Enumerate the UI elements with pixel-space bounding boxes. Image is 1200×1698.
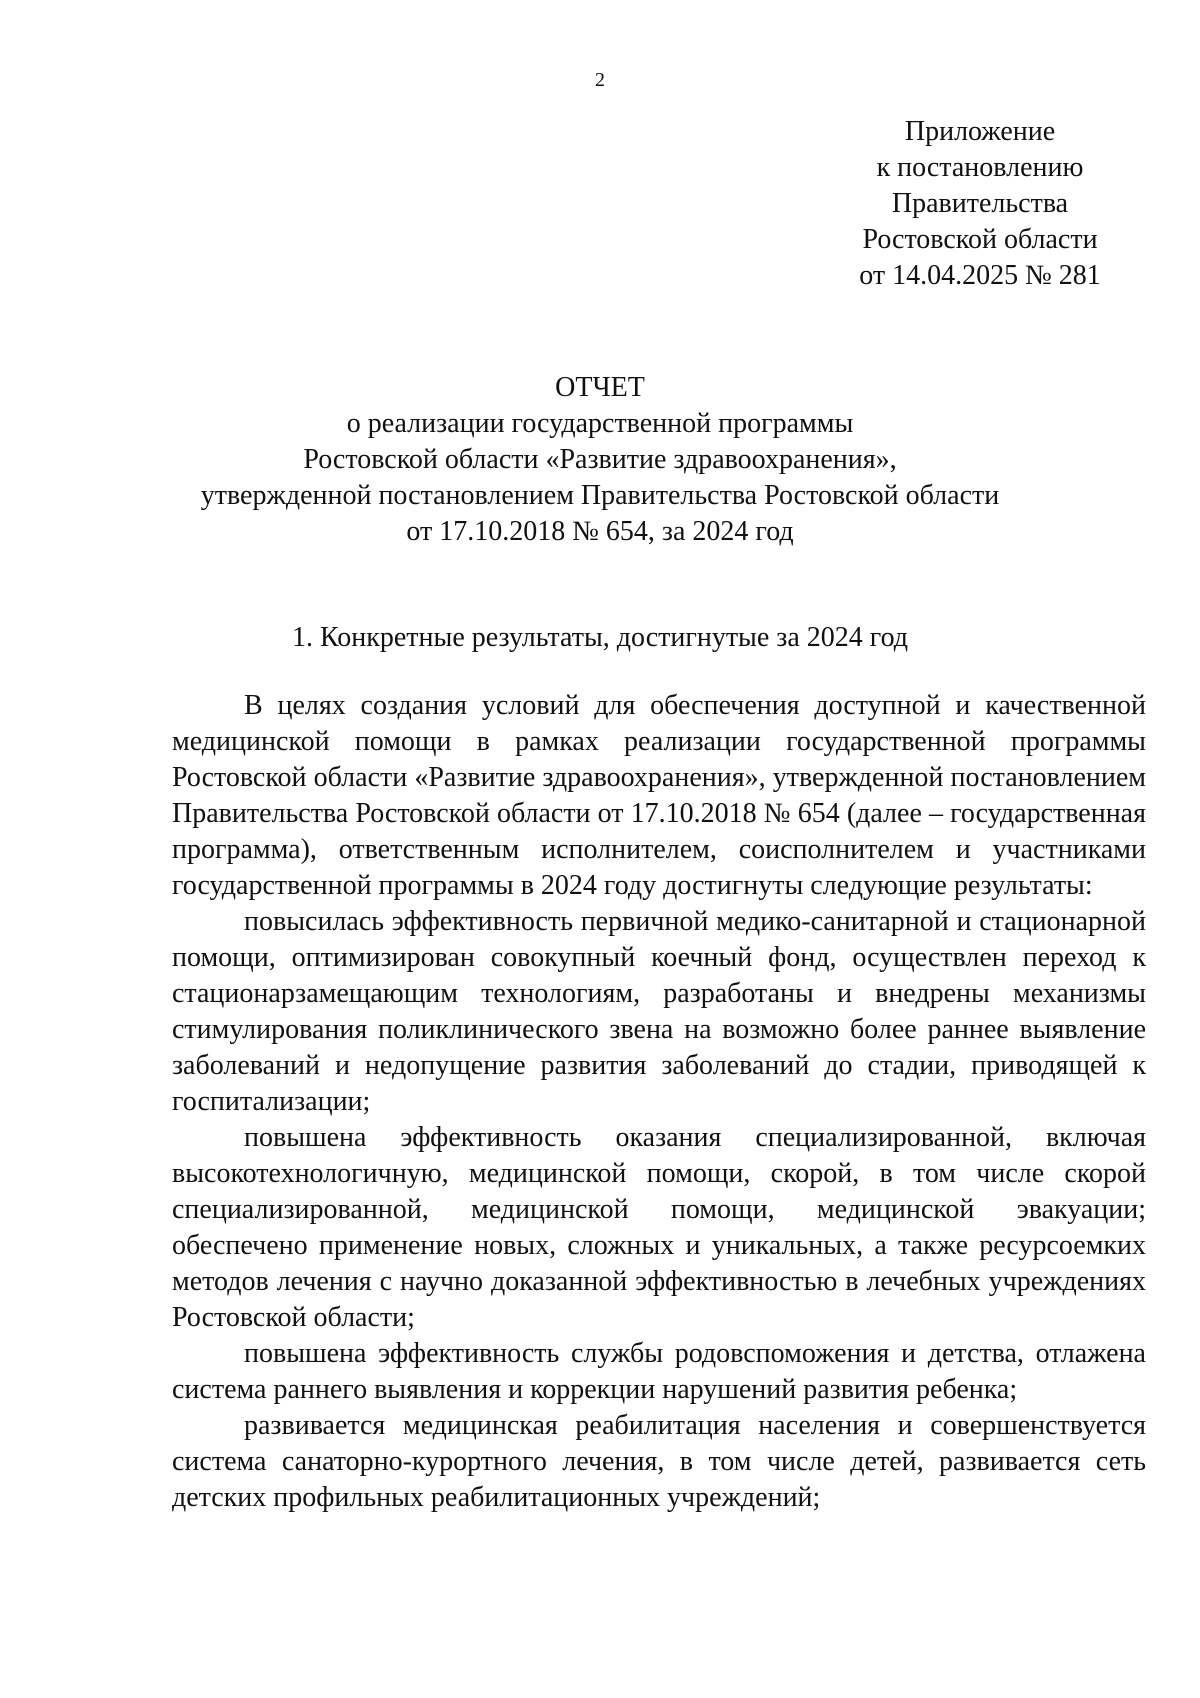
appendix-line: Правительства [891,188,1069,219]
report-title-block [0,370,1200,550]
body-text [172,688,1146,1516]
appendix-line: Приложение [904,116,1056,147]
report-subtitle-line: о реализации государственной программы [346,408,854,439]
appendix-line: к постановлению [876,152,1084,183]
paragraph: повышена эффективность службы родовспоможения и детства, отлажена система раннего выявления и коррекции нарушений развития ребенка; [172,1338,1146,1405]
appendix-block [810,114,1150,294]
page-number: 2 [595,69,605,91]
paragraph: развивается медицинская реабилитация населения и совершенствуется система санаторно-курортного лечения, в том числе детей, развивается сеть детских профильных реабилитационных учреждений; [172,1410,1146,1513]
section-heading: 1. Конкретные результаты, достигнутые за 2024 год [291,622,909,653]
paragraph: повышена эффективность оказания специализированной, включая высокотехнологичную, медицинской помощи, скорой, в том числе скорой специализированной, медицинской помощи, медицинской эвакуации; обеспечено применение новых, сложных и уникальных, а также ресурсоемких методов лечения с научно доказанной эффективностью в лечебных учреждениях Ростовской области; [172,1122,1146,1333]
report-title: ОТЧЕТ [555,372,645,403]
paragraph: повысилась эффективность первичной медико-санитарной и стационарной помощи, оптимизирован совокупный коечный фонд, осуществлен переход к стационарзамещающим технологиям, разработаны и внедрены механизмы стимулирования поликлинического звена на возможно более раннее выявление заболеваний и недопущение развития заболеваний до стадии, приводящей к госпитализации; [172,906,1146,1117]
report-subtitle-line: Ростовской области «Развитие здравоохранения», [303,444,897,475]
appendix-line: Ростовской области [862,224,1098,255]
paragraph: В целях создания условий для обеспечения доступной и качественной медицинской помощи в рамках реализации государственной программы Ростовской области «Развитие здравоохранения», утвержденной постановлением Правительства Ростовской области от 17.10.2018 № 654 (далее – государственная программа), ответственным исполнителем, соисполнителем и участниками государственной программы в 2024 году достигнуты следующие результаты: [172,690,1146,901]
appendix-line: от 14.04.2025 № 281 [859,260,1101,291]
report-subtitle-line: от 17.10.2018 № 654, за 2024 год [406,516,794,547]
report-subtitle-line: утвержденной постановлением Правительства Ростовской области [200,480,1000,511]
